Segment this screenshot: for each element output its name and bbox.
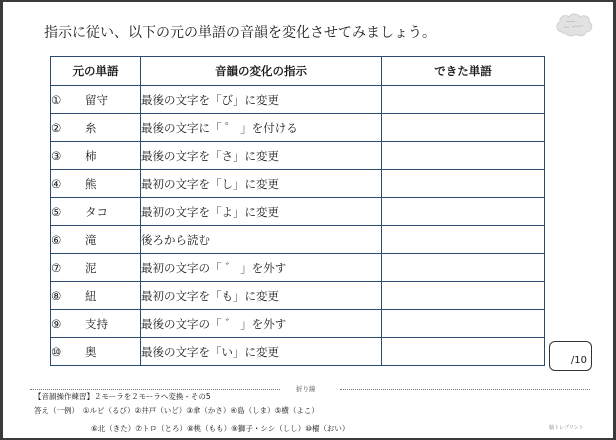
original-word-cell (51, 86, 141, 114)
instruction-cell: 最後の文字に「 ゜ 」を付ける (141, 114, 382, 142)
instruction-cell: 最初の文字を「し」に変更 (141, 170, 382, 198)
fold-line-label: 折り線 (296, 385, 316, 393)
fold-line-right (340, 389, 590, 390)
score-box (549, 341, 592, 371)
original-word: 滝 (85, 232, 97, 247)
brain-logo-icon (554, 12, 594, 40)
item-number: ⑤ (51, 204, 62, 219)
table-row (51, 338, 545, 366)
fold-line-left (30, 389, 280, 390)
original-word-cell (51, 198, 141, 226)
original-word: 熊 (85, 176, 97, 191)
table-row (51, 114, 545, 142)
table-header-row (51, 57, 545, 86)
original-word-cell (51, 142, 141, 170)
item-number: ② (51, 120, 62, 135)
item-number: ⑥ (51, 232, 62, 247)
table-row (51, 86, 545, 114)
instruction-cell: 最初の文字を「も」に変更 (141, 282, 382, 310)
original-word: 支持 (85, 316, 108, 331)
column-header-instruction: 音韻の変化の指示 (141, 57, 382, 86)
column-header-original-word: 元の単語 (51, 57, 141, 86)
instruction-cell: 最後の文字を「い」に変更 (141, 338, 382, 366)
table-row (51, 170, 545, 198)
original-word-cell (51, 226, 141, 254)
answer-cell[interactable] (382, 142, 545, 170)
instruction-cell: 最後の文字を「び」に変更 (141, 86, 382, 114)
answer-cell[interactable] (382, 114, 545, 142)
instruction-cell: 最後の文字を「さ」に変更 (141, 142, 382, 170)
original-word-cell (51, 170, 141, 198)
original-word: タコ (85, 204, 108, 219)
original-word: 糸 (85, 120, 97, 135)
answer-cell[interactable] (382, 310, 545, 338)
table-row (51, 282, 545, 310)
original-word-cell (51, 114, 141, 142)
table-row (51, 226, 545, 254)
answer-cell[interactable] (382, 254, 545, 282)
answer-cell[interactable] (382, 170, 545, 198)
instruction-cell: 後ろから読む (141, 226, 382, 254)
item-number: ⑩ (51, 344, 62, 359)
item-number: ⑦ (51, 260, 62, 275)
item-number: ① (51, 92, 62, 107)
instruction-cell: 最後の文字の「 ゛ 」を外す (141, 310, 382, 338)
original-word-cell (51, 254, 141, 282)
answer-cell[interactable] (382, 226, 545, 254)
answer-cell[interactable] (382, 86, 545, 114)
original-word: 留守 (85, 92, 108, 107)
item-number: ⑨ (51, 316, 62, 331)
instruction-cell: 最初の文字の「 ゛ 」を外す (141, 254, 382, 282)
item-number: ⑧ (51, 288, 62, 303)
answer-cell[interactable] (382, 282, 545, 310)
original-word-cell (51, 338, 141, 366)
page-title: 指示に従い、以下の元の単語の音韻を変化させてみましょう。 (44, 25, 436, 41)
item-number: ③ (51, 148, 62, 163)
column-header-result-word: できた単語 (382, 57, 545, 86)
original-word: 紐 (85, 288, 97, 303)
answer-key-line-1: 答え（一例） ①ルビ（るび）②井戸（いど）③傘（かさ）④島（しま）⑤横（よこ） (34, 406, 319, 415)
worksheet-page (3, 2, 613, 438)
original-word-cell (51, 282, 141, 310)
answer-key-line-2: ⑥北（きた）⑦トロ（とろ）⑧桃（もも）⑨獅子・シシ（しし）⑩櫂（おい） (91, 424, 350, 433)
item-number: ④ (51, 176, 62, 191)
exercise-table (50, 56, 545, 366)
answer-cell[interactable] (382, 338, 545, 366)
table-row (51, 254, 545, 282)
original-word: 泥 (85, 260, 97, 275)
answer-cell[interactable] (382, 198, 545, 226)
brand-label: 脳トレプリント (549, 425, 584, 431)
table-row (51, 198, 545, 226)
table-row (51, 310, 545, 338)
original-word: 柿 (85, 148, 97, 163)
score-total: /10 (570, 355, 587, 366)
table-row (51, 142, 545, 170)
answer-key-title: 【音韻操作練習】２モーラを２モーラへ変換 - その5 (34, 392, 211, 401)
original-word-cell (51, 310, 141, 338)
instruction-cell: 最初の文字を「よ」に変更 (141, 198, 382, 226)
original-word: 奥 (85, 344, 97, 359)
